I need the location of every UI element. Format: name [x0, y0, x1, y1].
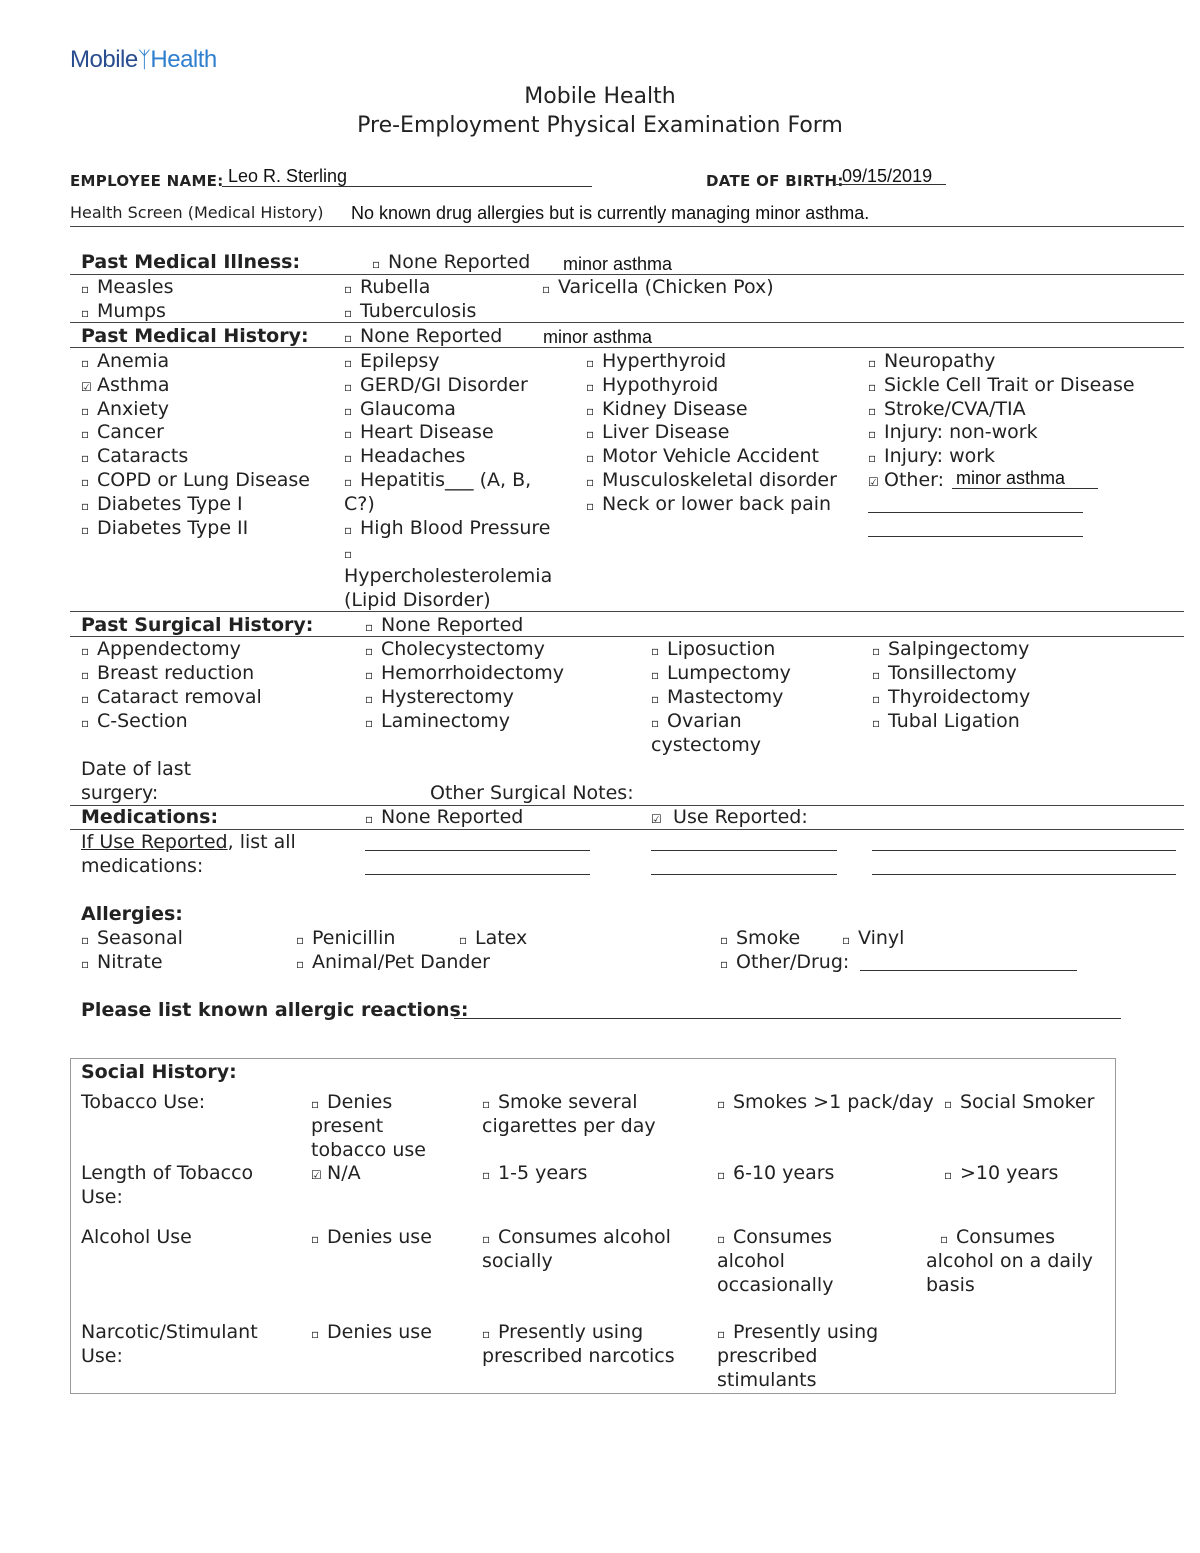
- checkbox-epilepsy[interactable]: ▫ Epilepsy: [344, 349, 440, 375]
- checkbox-icon: ▫: [311, 1327, 320, 1341]
- divider: [70, 611, 1184, 612]
- checkbox-icon: ▫: [344, 306, 353, 320]
- employee-name-field[interactable]: Leo R. Sterling: [228, 166, 348, 186]
- checkbox-heart-disease[interactable]: ▫ Heart Disease: [344, 420, 494, 446]
- hepatitis-continued: C?): [344, 493, 375, 515]
- checkbox-headaches[interactable]: ▫ Headaches: [344, 444, 465, 470]
- checkbox-icon: ▫: [81, 644, 90, 658]
- checkbox-icon: ▫: [344, 523, 353, 537]
- checkbox-copd[interactable]: ▫ COPD or Lung Disease: [81, 468, 310, 494]
- checkbox-icon: ▫: [81, 282, 90, 296]
- checkbox-alcohol-socially[interactable]: ▫ Consumes alcohol: [482, 1225, 671, 1251]
- checkbox-seasonal[interactable]: ▫ Seasonal: [81, 926, 183, 952]
- checkbox-injury-work[interactable]: ▫ Injury: work: [868, 444, 995, 470]
- medication-line[interactable]: [651, 874, 837, 875]
- checkbox-hypercholesterolemia[interactable]: [344, 540, 360, 566]
- allergies-heading: Allergies:: [81, 903, 183, 925]
- checkbox-denies-tobacco[interactable]: ▫ Denies: [311, 1090, 392, 1116]
- checkbox-back-pain[interactable]: ▫ Neck or lower back pain: [586, 492, 831, 518]
- checkbox-hypothyroid[interactable]: ▫ Hypothyroid: [586, 373, 718, 399]
- checkbox-icon: ▫: [344, 475, 353, 489]
- checkbox-injury-non-work[interactable]: ▫ Injury: non-work: [868, 420, 1038, 446]
- past-illness-heading: Past Medical Illness:: [81, 251, 301, 273]
- medication-line[interactable]: [651, 850, 837, 851]
- checkbox-icon: ▫: [720, 933, 729, 947]
- medication-line[interactable]: [365, 850, 590, 851]
- dob-field[interactable]: 09/15/2019: [842, 166, 933, 186]
- checkbox-varicella[interactable]: ▫ Varicella (Chicken Pox): [542, 275, 774, 301]
- checkbox-icon: ▫: [81, 451, 90, 465]
- checkbox-kidney-disease[interactable]: ▫ Kidney Disease: [586, 397, 748, 423]
- alcohol-daily-continued: alcohol on a daily: [926, 1250, 1093, 1272]
- hypercholesterolemia-label: Hypercholesterolemia: [344, 565, 553, 587]
- checkbox-icon: ▫: [651, 716, 660, 730]
- denies-tobacco-continued: present: [311, 1115, 384, 1137]
- past-history-heading: Past Medical History:: [81, 325, 309, 347]
- checkbox-lumpectomy[interactable]: ▫ Lumpectomy: [651, 661, 791, 687]
- other-drug-line[interactable]: [860, 970, 1077, 971]
- medication-line[interactable]: [365, 874, 590, 875]
- checkbox-icon: ▫: [868, 427, 877, 441]
- divider: [70, 226, 1184, 227]
- checked-checkbox-icon: ☑: [81, 380, 92, 394]
- checkbox-tubal-ligation[interactable]: ▫ Tubal Ligation: [872, 709, 1020, 735]
- checkbox-smoke-several[interactable]: ▫ Smoke several: [482, 1090, 638, 1116]
- checkbox-sickle-cell[interactable]: ▫ Sickle Cell Trait or Disease: [868, 373, 1135, 399]
- checkbox-c-section[interactable]: ▫ C-Section: [81, 709, 188, 735]
- checkbox-salpingectomy[interactable]: ▫ Salpingectomy: [872, 637, 1029, 663]
- medications-list-label-2: medications:: [81, 855, 204, 877]
- lipid-disorder-label: (Lipid Disorder): [344, 589, 491, 611]
- checkbox-icon: ▫: [81, 716, 90, 730]
- past-history-note[interactable]: minor asthma: [543, 327, 653, 347]
- checked-checkbox-icon: ☑: [868, 475, 879, 489]
- checkbox-icon: ▫: [872, 644, 881, 658]
- health-screen-field[interactable]: No known drug allergies but is currently managing minor asthma.: [351, 203, 870, 223]
- checkbox-icon: ▫: [365, 692, 374, 706]
- checkbox-1-5-years[interactable]: ▫ 1-5 years: [482, 1161, 587, 1187]
- checkbox-10-plus-years[interactable]: ▫ >10 years: [944, 1161, 1058, 1187]
- checkbox-denies-narcotic[interactable]: ▫ Denies use: [311, 1320, 432, 1346]
- alcohol-label: Alcohol Use: [81, 1226, 192, 1248]
- checkbox-gerd[interactable]: ▫ GERD/GI Disorder: [344, 373, 528, 399]
- checkbox-icon: ▫: [459, 933, 468, 947]
- checkbox-icon: ▫: [81, 499, 90, 513]
- checkbox-icon: ▫: [344, 331, 353, 345]
- checkbox-latex[interactable]: ▫ Latex: [459, 926, 527, 952]
- checkbox-icon: ▫: [586, 427, 595, 441]
- checked-checkbox-icon: ☑: [651, 812, 662, 826]
- checkbox-icon: ▫: [365, 812, 374, 826]
- checkbox-icon: ▫: [344, 547, 353, 561]
- allergic-reactions-line[interactable]: [454, 1018, 1121, 1019]
- checkbox-anxiety[interactable]: ▫ Anxiety: [81, 397, 169, 423]
- employee-name-label: EMPLOYEE NAME:: [70, 172, 224, 190]
- last-surgery-label-1: Date of last: [81, 758, 192, 780]
- ovarian-cystectomy-continued: cystectomy: [651, 734, 762, 756]
- checkbox-icon: ▫: [81, 475, 90, 489]
- checkbox-icon: ▫: [868, 356, 877, 370]
- company-logo: [70, 46, 217, 86]
- checkbox-thyroidectomy[interactable]: ▫ Thyroidectomy: [872, 685, 1030, 711]
- medications-list-label: If Use Reported, list all: [81, 831, 296, 853]
- checkbox-icon: ▫: [81, 957, 90, 971]
- checkbox-icon: ▫: [586, 475, 595, 489]
- checkbox-tonsillectomy[interactable]: ▫ Tonsillectomy: [872, 661, 1017, 687]
- checkbox-icon: ▫: [872, 716, 881, 730]
- social-heading: Social History:: [81, 1061, 237, 1083]
- checkbox-hysterectomy[interactable]: ▫ Hysterectomy: [365, 685, 514, 711]
- checkbox-icon: ▫: [372, 257, 381, 271]
- medication-line[interactable]: [872, 874, 1176, 875]
- alcohol-daily-continued-2: basis: [926, 1274, 975, 1296]
- checkbox-icon: ▫: [81, 306, 90, 320]
- checkbox-animal-dander[interactable]: ▫ Animal/Pet Dander: [296, 950, 490, 976]
- checkbox-icon: ▫: [872, 692, 881, 706]
- last-surgery-label-2: surgery:: [81, 782, 159, 804]
- divider: [70, 347, 1184, 348]
- checkbox-tobacco-na[interactable]: ☑ N/A: [311, 1161, 361, 1187]
- checkbox-icon: ▫: [365, 644, 374, 658]
- allergic-reactions-label: Please list known allergic reactions:: [81, 999, 469, 1021]
- checkbox-nitrate[interactable]: ▫ Nitrate: [81, 950, 163, 976]
- checkbox-ovarian-cystectomy[interactable]: ▫ Ovarian: [651, 709, 742, 735]
- form-title-line2: Pre-Employment Physical Examination Form: [357, 113, 843, 138]
- checkbox-icon: ▫: [872, 668, 881, 682]
- checkbox-icon: ▫: [651, 668, 660, 682]
- checkbox-cataract-removal[interactable]: ▫ Cataract removal: [81, 685, 262, 711]
- checkbox-icon: ▫: [586, 356, 595, 370]
- past-illness-note[interactable]: minor asthma: [563, 254, 673, 274]
- logo-text: MobileᛉHealth: [70, 46, 217, 73]
- checkbox-none-reported-illness[interactable]: ▫ None Reported: [372, 250, 530, 276]
- tobacco-length-label-1: Length of Tobacco: [81, 1162, 254, 1184]
- checkbox-hepatitis[interactable]: ▫ Hepatitis___ (A, B,: [344, 468, 531, 494]
- checkbox-icon: ▫: [651, 692, 660, 706]
- other-condition-field[interactable]: minor asthma: [956, 468, 1066, 488]
- checkbox-icon: ▫: [720, 957, 729, 971]
- checkbox-icon: ▫: [81, 933, 90, 947]
- checkbox-other[interactable]: ☑ Other:: [868, 468, 944, 494]
- checkbox-stroke[interactable]: ▫ Stroke/CVA/TIA: [868, 397, 1026, 423]
- tobacco-label: Tobacco Use:: [81, 1091, 206, 1113]
- checkbox-icon: ▫: [868, 451, 877, 465]
- checkbox-penicillin[interactable]: ▫ Penicillin: [296, 926, 395, 952]
- checkbox-icon: ▫: [717, 1232, 726, 1246]
- checkbox-motor-vehicle-accident[interactable]: ▫ Motor Vehicle Accident: [586, 444, 819, 470]
- checkbox-hemorrhoidectomy[interactable]: ▫ Hemorrhoidectomy: [365, 661, 564, 687]
- surgical-heading: Past Surgical History:: [81, 614, 314, 636]
- medication-line[interactable]: [872, 850, 1176, 851]
- checkbox-icon: ▫: [482, 1327, 491, 1341]
- checkbox-icon: ▫: [311, 1097, 320, 1111]
- checkbox-icon: ▫: [717, 1327, 726, 1341]
- checkbox-icon: ▫: [482, 1168, 491, 1182]
- checkbox-icon: ▫: [81, 523, 90, 537]
- checkbox-icon: ▫: [586, 404, 595, 418]
- prescribed-narcotics-continued: prescribed narcotics: [482, 1345, 675, 1367]
- checkbox-6-10-years[interactable]: ▫ 6-10 years: [717, 1161, 834, 1187]
- checkbox-other-drug[interactable]: ▫ Other/Drug:: [720, 950, 849, 976]
- checkbox-smoke[interactable]: ▫ Smoke: [720, 926, 800, 952]
- checkbox-cancer[interactable]: ▫ Cancer: [81, 420, 164, 446]
- checkbox-alcohol-occasionally[interactable]: ▫ Consumes: [717, 1225, 832, 1251]
- checkbox-asthma[interactable]: ☑ Asthma: [81, 373, 170, 399]
- checkbox-tuberculosis[interactable]: ▫ Tuberculosis: [344, 299, 476, 325]
- checkbox-neuropathy[interactable]: ▫ Neuropathy: [868, 349, 995, 375]
- checkbox-anemia[interactable]: ▫ Anemia: [81, 349, 169, 375]
- narcotic-label-1: Narcotic/Stimulant: [81, 1321, 258, 1343]
- denies-tobacco-continued-2: tobacco use: [311, 1139, 426, 1161]
- checkbox-icon: ▫: [344, 282, 353, 296]
- checkbox-rubella[interactable]: ▫ Rubella: [344, 275, 430, 301]
- checkbox-icon: ▫: [81, 668, 90, 682]
- checkbox-icon: ▫: [296, 957, 305, 971]
- checkbox-denies-alcohol[interactable]: ▫ Denies use: [311, 1225, 432, 1251]
- checked-checkbox-icon: ☑: [311, 1168, 322, 1182]
- medications-heading: Medications:: [81, 806, 219, 828]
- checkbox-icon: ▫: [81, 356, 90, 370]
- checkbox-none-reported-surgical[interactable]: ▫ None Reported: [365, 613, 523, 639]
- blank-line[interactable]: [868, 512, 1083, 513]
- checkbox-musculoskeletal[interactable]: ▫ Musculoskeletal disorder: [586, 468, 837, 494]
- checkbox-social-smoker[interactable]: ▫ Social Smoker: [944, 1090, 1094, 1116]
- checkbox-prescribed-stimulants[interactable]: ▫ Presently using: [717, 1320, 878, 1346]
- checkbox-icon: ▫: [296, 933, 305, 947]
- checkbox-high-blood-pressure[interactable]: ▫ High Blood Pressure: [344, 516, 551, 542]
- checkbox-icon: ▫: [717, 1168, 726, 1182]
- checkbox-mastectomy[interactable]: ▫ Mastectomy: [651, 685, 783, 711]
- logo-swoosh-icon: ᛉ: [137, 47, 151, 72]
- tobacco-length-label-2: Use:: [81, 1186, 123, 1208]
- checkbox-icon: ▫: [868, 404, 877, 418]
- checkbox-icon: ▫: [365, 620, 374, 634]
- checkbox-icon: ▫: [940, 1232, 949, 1246]
- checkbox-icon: ▫: [944, 1097, 953, 1111]
- checkbox-liposuction[interactable]: ▫ Liposuction: [651, 637, 775, 663]
- prescribed-stimulants-continued: prescribed: [717, 1345, 818, 1367]
- smoke-several-continued: cigarettes per day: [482, 1115, 656, 1137]
- checkbox-icon: ▫: [542, 282, 551, 296]
- checkbox-cataracts[interactable]: ▫ Cataracts: [81, 444, 188, 470]
- alcohol-socially-continued: socially: [482, 1250, 553, 1272]
- checkbox-icon: ▫: [81, 404, 90, 418]
- checkbox-use-reported[interactable]: ☑ Use Reported:: [651, 805, 808, 831]
- divider: [70, 322, 1184, 323]
- checkbox-vinyl[interactable]: ▫ Vinyl: [842, 926, 904, 952]
- form-title-line1: Mobile Health: [524, 84, 676, 109]
- checkbox-icon: ▫: [81, 427, 90, 441]
- checkbox-icon: ▫: [344, 451, 353, 465]
- checkbox-hyperthyroid[interactable]: ▫ Hyperthyroid: [586, 349, 726, 375]
- checkbox-icon: ▫: [482, 1232, 491, 1246]
- checkbox-icon: ▫: [842, 933, 851, 947]
- checkbox-liver-disease[interactable]: ▫ Liver Disease: [586, 420, 729, 446]
- checkbox-icon: ▫: [586, 451, 595, 465]
- blank-line[interactable]: [868, 536, 1083, 537]
- checkbox-diabetes-1[interactable]: ▫ Diabetes Type I: [81, 492, 243, 518]
- checkbox-icon: ▫: [717, 1097, 726, 1111]
- checkbox-icon: ▫: [482, 1097, 491, 1111]
- checkbox-glaucoma[interactable]: ▫ Glaucoma: [344, 397, 456, 423]
- checkbox-breast-reduction[interactable]: ▫ Breast reduction: [81, 661, 254, 687]
- dob-label: DATE OF BIRTH:: [706, 172, 844, 190]
- checkbox-icon: ▫: [586, 380, 595, 394]
- surgical-notes-label: Other Surgical Notes:: [430, 782, 634, 804]
- alcohol-occasionally-continued-2: occasionally: [717, 1274, 834, 1296]
- checkbox-appendectomy[interactable]: ▫ Appendectomy: [81, 637, 241, 663]
- checkbox-alcohol-daily[interactable]: ▫ Consumes: [940, 1225, 1055, 1251]
- checkbox-icon: ▫: [365, 668, 374, 682]
- health-screen-label: Health Screen (Medical History): [70, 203, 324, 222]
- checkbox-diabetes-2[interactable]: ▫ Diabetes Type II: [81, 516, 248, 542]
- checkbox-measles[interactable]: ▫ Measles: [81, 275, 174, 301]
- narcotic-label-2: Use:: [81, 1345, 123, 1367]
- checkbox-smokes-pack[interactable]: ▫ Smokes >1 pack/day: [717, 1090, 934, 1116]
- prescribed-stimulants-continued-2: stimulants: [717, 1369, 817, 1391]
- checkbox-icon: ▫: [344, 380, 353, 394]
- checkbox-icon: ▫: [344, 427, 353, 441]
- checkbox-none-reported-medications[interactable]: ▫ None Reported: [365, 805, 523, 831]
- checkbox-icon: ▫: [586, 499, 595, 513]
- divider: [70, 805, 1184, 806]
- alcohol-occasionally-continued: alcohol: [717, 1250, 785, 1272]
- checkbox-cholecystectomy[interactable]: ▫ Cholecystectomy: [365, 637, 545, 663]
- checkbox-none-reported-history[interactable]: ▫ None Reported: [344, 324, 502, 350]
- checkbox-mumps[interactable]: ▫ Mumps: [81, 299, 166, 325]
- checkbox-icon: ▫: [868, 380, 877, 394]
- checkbox-icon: ▫: [344, 404, 353, 418]
- checkbox-icon: ▫: [651, 644, 660, 658]
- checkbox-icon: ▫: [81, 692, 90, 706]
- checkbox-laminectomy[interactable]: ▫ Laminectomy: [365, 709, 510, 735]
- checkbox-icon: ▫: [311, 1232, 320, 1246]
- checkbox-icon: ▫: [344, 356, 353, 370]
- checkbox-prescribed-narcotics[interactable]: ▫ Presently using: [482, 1320, 643, 1346]
- checkbox-icon: ▫: [365, 716, 374, 730]
- checkbox-icon: ▫: [944, 1168, 953, 1182]
